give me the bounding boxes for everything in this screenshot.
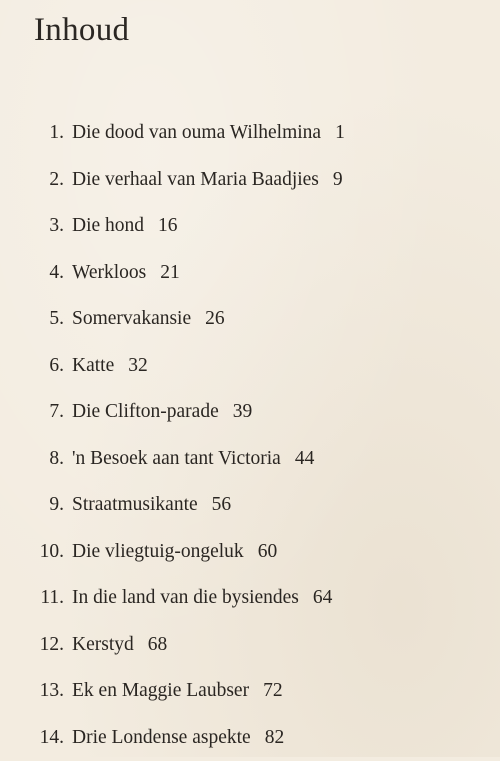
entry-number: 10.: [0, 541, 72, 563]
entry-title: In die land van die bysiendes: [72, 587, 299, 609]
page-title: Inhoud: [34, 12, 129, 49]
entry-number: 5.: [0, 308, 72, 330]
entry-page-number: 56: [212, 494, 232, 516]
entry-title: Somervakansie: [72, 308, 191, 330]
entry-page-number: 16: [158, 215, 178, 237]
entry-page-number: 68: [148, 634, 168, 656]
entry-title: Die Clifton-parade: [72, 401, 219, 423]
toc-entry: [0, 436, 500, 483]
entry-title: Die verhaal van Maria Baadjies: [72, 169, 319, 191]
entry-number: 2.: [0, 169, 72, 191]
entry-title: 'n Besoek aan tant Victoria: [72, 448, 281, 470]
entry-page-number: 1: [335, 122, 345, 144]
toc-entry: [0, 343, 500, 390]
toc-entry: [0, 575, 500, 622]
toc-entry: [0, 250, 500, 297]
entry-number: 4.: [0, 262, 72, 284]
entry-page-number: 9: [333, 169, 343, 191]
entry-number: 7.: [0, 401, 72, 423]
entry-title: Drie Londense aspekte: [72, 727, 251, 749]
toc-entry: [0, 296, 500, 343]
entry-page-number: 26: [205, 308, 225, 330]
toc-entry: [0, 482, 500, 529]
entry-page-number: 39: [233, 401, 253, 423]
toc-entry: [0, 389, 500, 436]
entry-number: 11.: [0, 587, 72, 609]
entry-page-number: 32: [128, 355, 148, 377]
entry-title: Katte: [72, 355, 114, 377]
entry-title: Die hond: [72, 215, 144, 237]
entry-title: Die vliegtuig-ongeluk: [72, 541, 244, 563]
entry-page-number: 21: [160, 262, 180, 284]
entry-page-number: 72: [263, 680, 283, 702]
entry-page-number: 60: [258, 541, 278, 563]
entry-page-number: 64: [313, 587, 333, 609]
entry-number: 9.: [0, 494, 72, 516]
entry-number: 14.: [0, 727, 72, 749]
toc-entry: [0, 110, 500, 157]
entry-title: Straatmusikante: [72, 494, 198, 516]
toc-entry: [0, 622, 500, 669]
toc-entry: [0, 157, 500, 204]
entry-page-number: 44: [295, 448, 315, 470]
entry-title: Kerstyd: [72, 634, 134, 656]
table-of-contents: [0, 110, 500, 761]
entry-number: 12.: [0, 634, 72, 656]
entry-title: Die dood van ouma Wilhelmina: [72, 122, 321, 144]
entry-title: Werkloos: [72, 262, 146, 284]
entry-number: 8.: [0, 448, 72, 470]
entry-number: 13.: [0, 680, 72, 702]
toc-entry: [0, 203, 500, 250]
toc-entry: [0, 668, 500, 715]
entry-number: 3.: [0, 215, 72, 237]
toc-entry: [0, 529, 500, 576]
entry-title: Ek en Maggie Laubser: [72, 680, 249, 702]
entry-number: 6.: [0, 355, 72, 377]
toc-entry: [0, 715, 500, 761]
entry-number: 1.: [0, 122, 72, 144]
entry-page-number: 82: [265, 727, 285, 749]
